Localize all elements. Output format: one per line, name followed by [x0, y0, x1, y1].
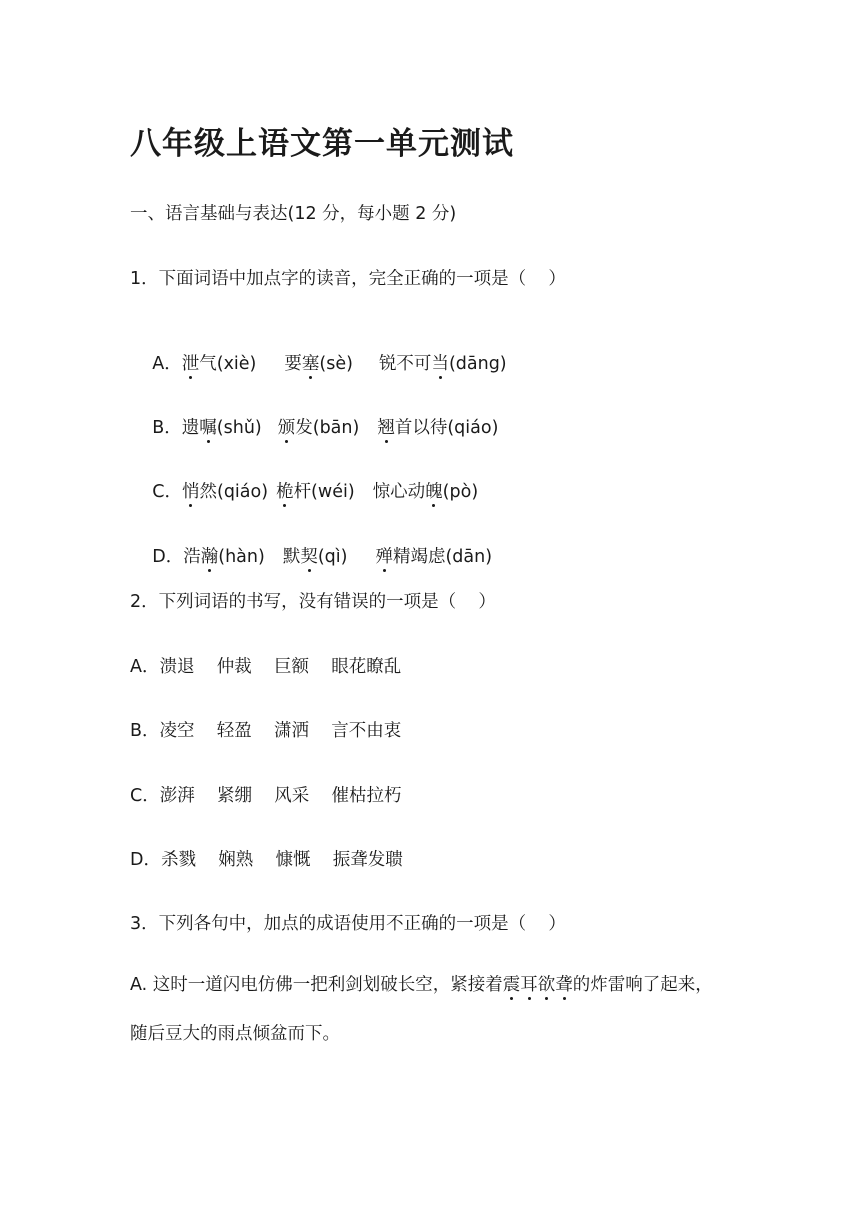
dotted-char: 泄: [181, 354, 200, 374]
page-title: 八年级上语文第一单元测试: [130, 126, 514, 162]
option-label: B．: [152, 418, 182, 438]
dotted-char: 翘: [377, 418, 395, 438]
question-2-option-c: C．澎湃 紧绷 风采 催枯拉朽: [130, 786, 402, 806]
dotted-char: 契: [300, 547, 318, 567]
question-3-option-a-line-2: 随后豆大的雨点倾盆而下。: [130, 1024, 340, 1044]
dotted-char: 聋: [555, 975, 573, 995]
option-word-1: 浩瀚(hàn): [183, 547, 265, 567]
dotted-char: 颁: [277, 418, 296, 438]
option-word-2: 桅杆(wéi): [276, 482, 355, 502]
dotted-char: 震: [502, 975, 521, 995]
section-heading: 一、语言基础与表达(12 分，每小题 2 分): [130, 204, 457, 224]
option-word-3: 殚精竭虑(dān): [375, 547, 493, 567]
option-word-1: 悄然(qiáo): [182, 482, 269, 502]
option-word-3: 惊心动魄(pò): [372, 482, 479, 502]
option-word-3: 翘首以待(qiáo): [377, 418, 499, 438]
dotted-char: 当: [431, 354, 449, 374]
question-1-stem: 1．下面词语中加点字的读音，完全正确的一项是（ ）: [130, 269, 566, 289]
dotted-char: 塞: [301, 354, 320, 374]
dotted-char: 魄: [425, 482, 443, 502]
dotted-char: 殚: [375, 547, 393, 567]
option-word-3: 锐不可当(dāng): [378, 354, 507, 374]
question-2-option-a: A．溃退 仲裁 巨额 眼花瞭乱: [130, 657, 402, 677]
option-word-1: 遗嘱(shǔ): [181, 418, 262, 438]
question-2-stem: 2．下列词语的书写，没有错误的一项是（ ）: [130, 592, 496, 612]
option-word-1: 泄气(xiè): [181, 354, 257, 374]
dotted-idiom: [503, 975, 573, 995]
option-label: C．: [152, 482, 182, 502]
question-1-option-a: [130, 328, 507, 400]
question-2-option-b: B．凌空 轻盈 潇洒 言不由衷: [130, 721, 402, 741]
question-3-stem: 3．下列各句中，加点的成语使用不正确的一项是（ ）: [130, 914, 566, 934]
option-word-2: 默契(qì): [282, 547, 348, 567]
dotted-char: 悄: [182, 482, 200, 502]
dotted-char: 瀚: [200, 547, 219, 567]
dotted-char: 耳: [520, 975, 538, 995]
question-2-option-d: D．杀戮 娴熟 慷慨 振聋发聩: [130, 850, 403, 870]
question-1-option-b: [130, 392, 498, 464]
dotted-char: 欲: [537, 975, 556, 995]
option-label: D．: [152, 547, 184, 567]
option-word-2: 要塞(sè): [284, 354, 353, 374]
question-1-option-c: [130, 456, 478, 528]
option-word-2: 颁发(bān): [277, 418, 360, 438]
question-1-option-d: [130, 521, 492, 593]
dotted-char: 嘱: [199, 418, 217, 438]
question-3-option-a-line-1: A. 这时一道闪电仿佛一把利剑划破长空，紧接着震耳欲聋的炸雷响了起来，: [130, 975, 713, 995]
dotted-char: 桅: [276, 482, 294, 502]
option-label: A．: [152, 354, 182, 374]
